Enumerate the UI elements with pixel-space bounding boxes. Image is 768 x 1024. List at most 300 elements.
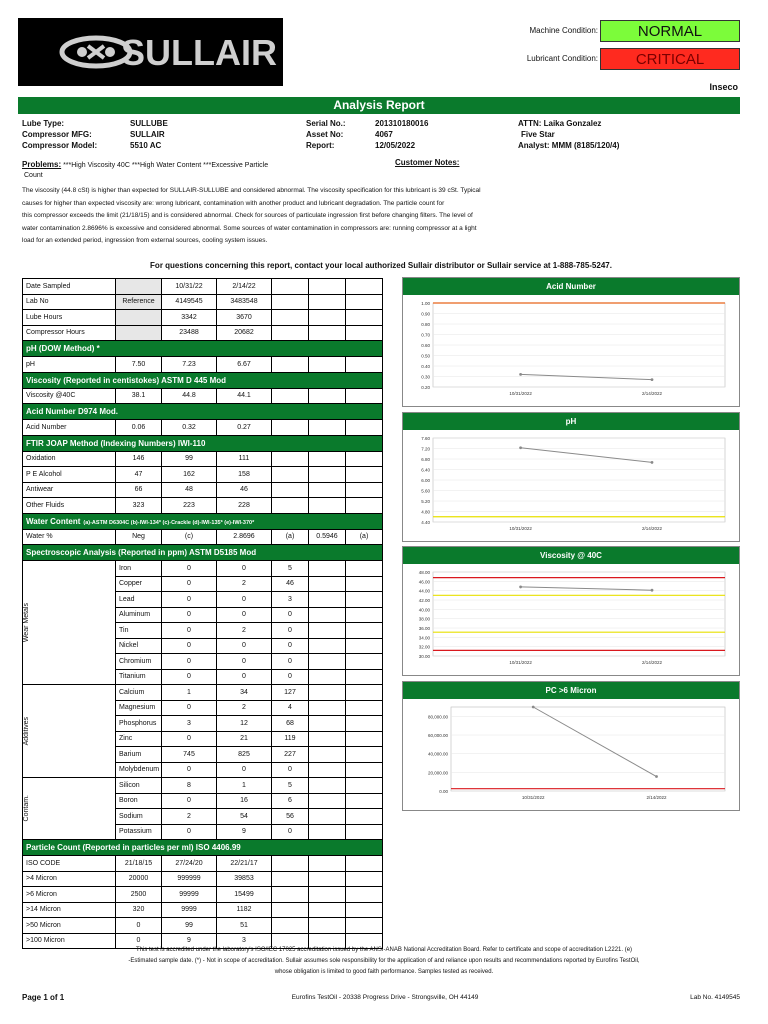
table-cell: 0 (272, 654, 309, 670)
footnote-line: This test is accredited under the laboratory's ISO/IEC 17025 accreditation issued by the ANSI-ANAB National Accreditation Board. Refer to certificate and scope of accreditation L2221. (e) (135, 947, 633, 953)
y-tick-label: 40,000.00 (427, 751, 448, 757)
table-cell: 323 (116, 498, 162, 514)
data-point (532, 706, 535, 709)
table-cell: 4149545 (162, 294, 217, 310)
section-header (23, 513, 383, 529)
table-cell (272, 498, 309, 514)
table-cell: 7.23 (162, 357, 217, 373)
machine-condition-status: NORMAL (600, 20, 740, 42)
table-cell: Viscosity @40C (23, 388, 116, 404)
ph-plot (403, 430, 739, 541)
table-cell (309, 793, 346, 809)
table-cell: Phosphorus (116, 716, 162, 732)
table-cell: >4 Micron (23, 871, 116, 887)
report-label: Report: (306, 141, 335, 150)
table-cell (272, 902, 309, 918)
table-cell: P E Alcohol (23, 467, 116, 483)
table-cell: 0 (217, 592, 272, 608)
narrative (22, 185, 562, 248)
table-cell: 3 (162, 716, 217, 732)
y-tick-label: 0.00 (439, 789, 448, 794)
y-tick-label: 1.00 (421, 301, 430, 306)
table-row (23, 294, 383, 310)
table-cell (346, 871, 383, 887)
model-label: Compressor Model: (22, 141, 98, 150)
y-tick-label: 4.80 (421, 509, 430, 515)
table-cell: Antiwear (23, 482, 116, 498)
table-row (23, 467, 383, 483)
table-cell: 320 (116, 902, 162, 918)
table-cell: Potassium (116, 824, 162, 840)
table-cell (346, 357, 383, 373)
table-cell (346, 607, 383, 623)
y-tick-label: 20,000.00 (427, 770, 448, 776)
company: Five Star (521, 130, 555, 139)
lube-type-label: Lube Type: (22, 119, 65, 128)
table-cell: 99 (162, 451, 217, 467)
table-cell: 38.1 (116, 388, 162, 404)
y-tick-label: 44.00 (418, 588, 430, 594)
table-cell: 0 (162, 731, 217, 747)
table-cell: 10/31/22 (162, 279, 217, 295)
x-tick-label: 10/31/2022 (509, 391, 532, 396)
table-cell (346, 467, 383, 483)
table-cell (309, 654, 346, 670)
table-cell: Chromium (116, 654, 162, 670)
table-cell (346, 294, 383, 310)
table-cell (272, 325, 309, 341)
table-cell: 0 (162, 793, 217, 809)
section-header (23, 435, 383, 451)
asset-label: Asset No: (306, 130, 344, 139)
table-cell: Lead (116, 592, 162, 608)
lube-type-value: SULLUBE (130, 119, 168, 128)
table-cell: 0 (272, 638, 309, 654)
table-cell: Lube Hours (23, 310, 116, 326)
table-cell: 56 (272, 809, 309, 825)
table-cell: pH (23, 357, 116, 373)
table-cell: Nickel (116, 638, 162, 654)
table-cell: 46 (217, 482, 272, 498)
table-cell: 9 (217, 824, 272, 840)
table-cell: 8 (162, 778, 217, 794)
table-cell (309, 747, 346, 763)
model-value: 5510 AC (130, 141, 162, 150)
table-cell (346, 918, 383, 934)
table-cell (309, 451, 346, 467)
table-cell: 48 (162, 482, 217, 498)
table-cell: 0 (217, 654, 272, 670)
table-cell (272, 918, 309, 934)
table-cell (346, 325, 383, 341)
table-cell: 0 (162, 638, 217, 654)
y-tick-label: 0.40 (421, 364, 430, 369)
section-header (23, 545, 383, 561)
table-cell: Neg (116, 529, 162, 545)
table-cell: 158 (217, 467, 272, 483)
table-cell (346, 902, 383, 918)
table-cell: 0 (162, 592, 217, 608)
data-point (651, 589, 654, 592)
table-cell: 3483548 (217, 294, 272, 310)
table-cell: >6 Micron (23, 887, 116, 903)
y-tick-label: 36.00 (418, 626, 430, 631)
table-cell (309, 623, 346, 639)
y-tick-label: 4.40 (421, 520, 430, 525)
section-title: Water Content (26, 516, 81, 526)
table-cell: Calcium (116, 685, 162, 701)
table-row (23, 482, 383, 498)
table-cell: 3670 (217, 310, 272, 326)
table-cell (309, 467, 346, 483)
equipment-info (22, 118, 302, 151)
table-cell: 68 (272, 716, 309, 732)
table-cell: 2 (217, 576, 272, 592)
table-cell (346, 856, 383, 872)
table-cell: (c) (162, 529, 217, 545)
table-cell (346, 809, 383, 825)
table-cell: 2500 (116, 887, 162, 903)
data-point (519, 586, 522, 589)
table-cell (346, 498, 383, 514)
table-cell: Magnesium (116, 700, 162, 716)
results-table (22, 278, 383, 949)
table-cell (272, 388, 309, 404)
table-cell: Reference (116, 294, 162, 310)
table-cell: Other Fluids (23, 498, 116, 514)
serial-value: 201310180016 (375, 119, 429, 128)
table-cell: 21 (217, 731, 272, 747)
lubricant-condition-label: Lubricant Condition: (526, 54, 598, 63)
narrative-line: The viscosity (44.8 cSt) is higher than expected for SULLAIR-SULLUBE and considered abnormal. The viscosity specification for this lubricant is 39 cSt. Typical (22, 187, 481, 194)
y-tick-label: 0.70 (421, 332, 430, 338)
table-cell: Water % (23, 529, 116, 545)
attn: ATTN: Laika Gonzalez (518, 119, 602, 128)
table-cell (309, 420, 346, 436)
acid-number-plot (403, 295, 739, 406)
y-tick-label: 0.30 (421, 374, 430, 380)
analyst: Analyst: MMM (8185/120/4) (518, 141, 620, 150)
y-tick-label: 6.40 (421, 467, 430, 473)
table-cell: 0 (162, 607, 217, 623)
table-cell: (a) (272, 529, 309, 545)
table-cell: 2 (217, 700, 272, 716)
contact-line: For questions concerning this report, contact your local authorized Sullair distributor or Sullair service at 1-888-785-5247. (150, 261, 612, 270)
table-cell (309, 482, 346, 498)
table-cell (272, 887, 309, 903)
data-point (651, 378, 654, 381)
table-cell: 146 (116, 451, 162, 467)
table-cell: 2/14/22 (217, 279, 272, 295)
table-cell: 1 (162, 685, 217, 701)
y-tick-label: 46.00 (418, 579, 430, 585)
table-cell: >50 Micron (23, 918, 116, 934)
table-cell: 0 (162, 576, 217, 592)
x-tick-label: 10/31/2022 (509, 660, 532, 665)
table-cell: 825 (217, 747, 272, 763)
table-cell: 44.1 (217, 388, 272, 404)
table-cell: Spectroscopic Analysis (Reported in ppm) ASTM D5185 Mod (23, 545, 383, 561)
table-cell (309, 576, 346, 592)
table-cell: 745 (162, 747, 217, 763)
y-tick-label: 32.00 (418, 644, 430, 650)
table-cell: 119 (272, 731, 309, 747)
section-subtitle: (a)-ASTM D6304C (b)-IWI-134* (c)-Crackle (d)-IWI-135* (e)-IWI-370* (83, 519, 255, 526)
y-tick-label: 5.60 (421, 488, 430, 494)
table-row (23, 887, 383, 903)
table-cell: 15499 (217, 887, 272, 903)
y-tick-label: 6.00 (421, 478, 430, 483)
table-cell (346, 669, 383, 685)
table-cell: 0 (272, 669, 309, 685)
table-cell: 99 (162, 918, 217, 934)
table-cell: 20682 (217, 325, 272, 341)
table-cell: 66 (116, 482, 162, 498)
problems-text: ***High Viscosity 40C ***High Water Content ***Excessive Particle (63, 162, 269, 169)
table-cell (309, 918, 346, 934)
table-cell: 12 (217, 716, 272, 732)
table-cell (116, 279, 162, 295)
x-tick-label: 10/31/2022 (509, 526, 532, 531)
table-cell: Tin (116, 623, 162, 639)
table-cell: Acid Number (23, 420, 116, 436)
y-tick-label: 42.00 (418, 598, 430, 603)
table-cell (346, 561, 383, 577)
table-cell (346, 592, 383, 608)
y-tick-label: 5.20 (421, 499, 430, 504)
table-cell (346, 700, 383, 716)
table-cell (272, 294, 309, 310)
problems-label: Problems: (22, 160, 62, 169)
table-cell (272, 871, 309, 887)
table-cell (346, 451, 383, 467)
table-cell: 34 (217, 685, 272, 701)
footnote-line: -Estimated sample date. (*) - Not in scope of accreditation. Sullair assumes sole responsibility for the application of and reliance upon results and recommendations reported by Eurofins TestOil, (128, 958, 640, 964)
table-cell: >14 Micron (23, 902, 116, 918)
table-cell: 46 (272, 576, 309, 592)
table-row (23, 279, 383, 295)
narrative-line: causes for higher than expected viscosity are: wrong lubricant, contamination with another product and lubricant degradation. The particle count for (22, 199, 445, 207)
section-header (23, 840, 383, 856)
table-cell (309, 638, 346, 654)
table-cell (346, 388, 383, 404)
table-row (23, 778, 383, 794)
table-cell: 39853 (217, 871, 272, 887)
serial-label: Serial No.: (306, 119, 346, 128)
mfg-value: SULLAIR (130, 130, 165, 139)
table-cell: 44.8 (162, 388, 217, 404)
table-cell (272, 482, 309, 498)
table-cell: 1182 (217, 902, 272, 918)
table-cell: 0.27 (217, 420, 272, 436)
table-cell: 0 (217, 669, 272, 685)
table-cell (272, 310, 309, 326)
table-cell: 7.50 (116, 357, 162, 373)
table-cell (346, 576, 383, 592)
table-cell (346, 778, 383, 794)
table-cell: 6 (272, 793, 309, 809)
data-point (655, 775, 658, 778)
table-cell: 6.67 (217, 357, 272, 373)
table-cell: 0 (162, 654, 217, 670)
x-tick-label: 2/14/2022 (646, 795, 667, 800)
chart-title: PC >6 Micron (403, 682, 739, 699)
group-label: Additives (23, 716, 30, 746)
table-row (23, 498, 383, 514)
acid-number-chart (402, 277, 740, 407)
table-cell: 0 (272, 762, 309, 778)
y-tick-label: 30.00 (418, 654, 430, 659)
section-header (23, 404, 383, 420)
table-cell (309, 871, 346, 887)
y-tick-label: 60,000.00 (427, 733, 448, 738)
table-cell (309, 498, 346, 514)
table-row (23, 529, 383, 545)
table-cell: 162 (162, 467, 217, 483)
table-cell (309, 824, 346, 840)
table-cell: ISO CODE (23, 856, 116, 872)
table-cell (346, 793, 383, 809)
table-cell (346, 654, 383, 670)
table-cell (346, 824, 383, 840)
x-tick-label: 10/31/2022 (521, 795, 545, 800)
section-header (23, 341, 383, 357)
table-row (23, 451, 383, 467)
data-point (651, 461, 654, 464)
table-cell (272, 451, 309, 467)
table-cell (23, 685, 116, 778)
table-cell: 0 (272, 824, 309, 840)
table-cell: Copper (116, 576, 162, 592)
table-cell (309, 731, 346, 747)
customer-name: Inseco (709, 82, 738, 92)
table-cell: Zinc (116, 731, 162, 747)
machine-condition-label: Machine Condition: (529, 26, 598, 35)
table-cell: 0 (162, 561, 217, 577)
table-cell: 1 (217, 778, 272, 794)
x-tick-label: 2/14/2022 (641, 526, 663, 531)
chart-title: Acid Number (403, 278, 739, 295)
table-cell (309, 388, 346, 404)
table-cell: pH (DOW Method) * (23, 341, 383, 357)
group-label: Wear Metals (23, 602, 30, 643)
table-cell: FTIR JOAP Method (Indexing Numbers) IWI-110 (23, 435, 383, 451)
table-cell (309, 902, 346, 918)
group-label: Contam. (23, 795, 30, 822)
x-tick-label: 2/14/2022 (641, 391, 663, 396)
table-cell: 20000 (116, 871, 162, 887)
table-cell (116, 325, 162, 341)
table-cell: 2 (162, 809, 217, 825)
data-point (519, 446, 522, 449)
table-cell: 51 (217, 918, 272, 934)
table-cell: 3 (272, 592, 309, 608)
table-row (23, 388, 383, 404)
table-cell (272, 467, 309, 483)
problems-section (22, 160, 402, 181)
table-cell (309, 809, 346, 825)
data-point (519, 373, 522, 376)
table-row (23, 325, 383, 341)
table-cell (272, 357, 309, 373)
table-row (23, 871, 383, 887)
y-tick-label: 7.60 (421, 436, 430, 441)
table-cell (23, 778, 116, 840)
table-cell (272, 279, 309, 295)
pc-plot (403, 699, 739, 810)
table-cell (309, 294, 346, 310)
table-cell: 223 (162, 498, 217, 514)
sullair-logo (18, 18, 283, 86)
table-cell (346, 887, 383, 903)
accreditation-note (20, 945, 748, 978)
mfg-label: Compressor MFG: (22, 130, 92, 139)
table-cell: >100 Micron (23, 933, 116, 949)
table-cell (23, 561, 116, 685)
table-cell: Barium (116, 747, 162, 763)
table-row (23, 420, 383, 436)
table-row (23, 685, 383, 701)
table-cell: Molybdenum (116, 762, 162, 778)
table-cell: 0 (162, 700, 217, 716)
table-cell: 0 (217, 607, 272, 623)
narrative-line: water contamination 2.8696% is excessive and considered abnormal. Some sources of water contamination in compressors are: running compressor at a light (22, 224, 477, 232)
y-tick-label: 80,000.00 (427, 714, 448, 720)
lab-number: Lab No. 4149545 (690, 994, 740, 1001)
table-cell: 3 (217, 933, 272, 949)
report-banner: Analysis Report (18, 97, 740, 114)
serial-info (306, 118, 506, 151)
table-cell (346, 482, 383, 498)
table-cell (309, 592, 346, 608)
table-cell: 2.8696 (217, 529, 272, 545)
report-value: 12/05/2022 (375, 141, 416, 150)
chart-title: Viscosity @ 40C (403, 547, 739, 564)
table-cell: Date Sampled (23, 279, 116, 295)
table-cell: 0 (272, 623, 309, 639)
table-cell: 3342 (162, 310, 217, 326)
table-cell (309, 561, 346, 577)
y-tick-label: 7.20 (421, 446, 430, 452)
table-row (23, 918, 383, 934)
y-tick-label: 0.80 (421, 322, 430, 327)
table-cell: 22/21/17 (217, 856, 272, 872)
table-cell (116, 310, 162, 326)
table-row (23, 902, 383, 918)
table-cell (272, 420, 309, 436)
table-cell (346, 716, 383, 732)
table-cell (309, 778, 346, 794)
table-cell: 0 (162, 762, 217, 778)
table-cell: Oxidation (23, 451, 116, 467)
table-cell: Lab No (23, 294, 116, 310)
table-cell: 2 (217, 623, 272, 639)
table-cell: 9999 (162, 902, 217, 918)
table-cell (309, 310, 346, 326)
table-cell (309, 357, 346, 373)
table-cell: 0 (217, 638, 272, 654)
table-cell (346, 685, 383, 701)
table-cell: 227 (272, 747, 309, 763)
table-cell (309, 762, 346, 778)
table-cell: Aluminum (116, 607, 162, 623)
table-cell: 9 (162, 933, 217, 949)
table-cell: 5 (272, 778, 309, 794)
table-cell: 4 (272, 700, 309, 716)
table-cell (346, 762, 383, 778)
table-cell: Titanium (116, 669, 162, 685)
table-cell: (a) (346, 529, 383, 545)
